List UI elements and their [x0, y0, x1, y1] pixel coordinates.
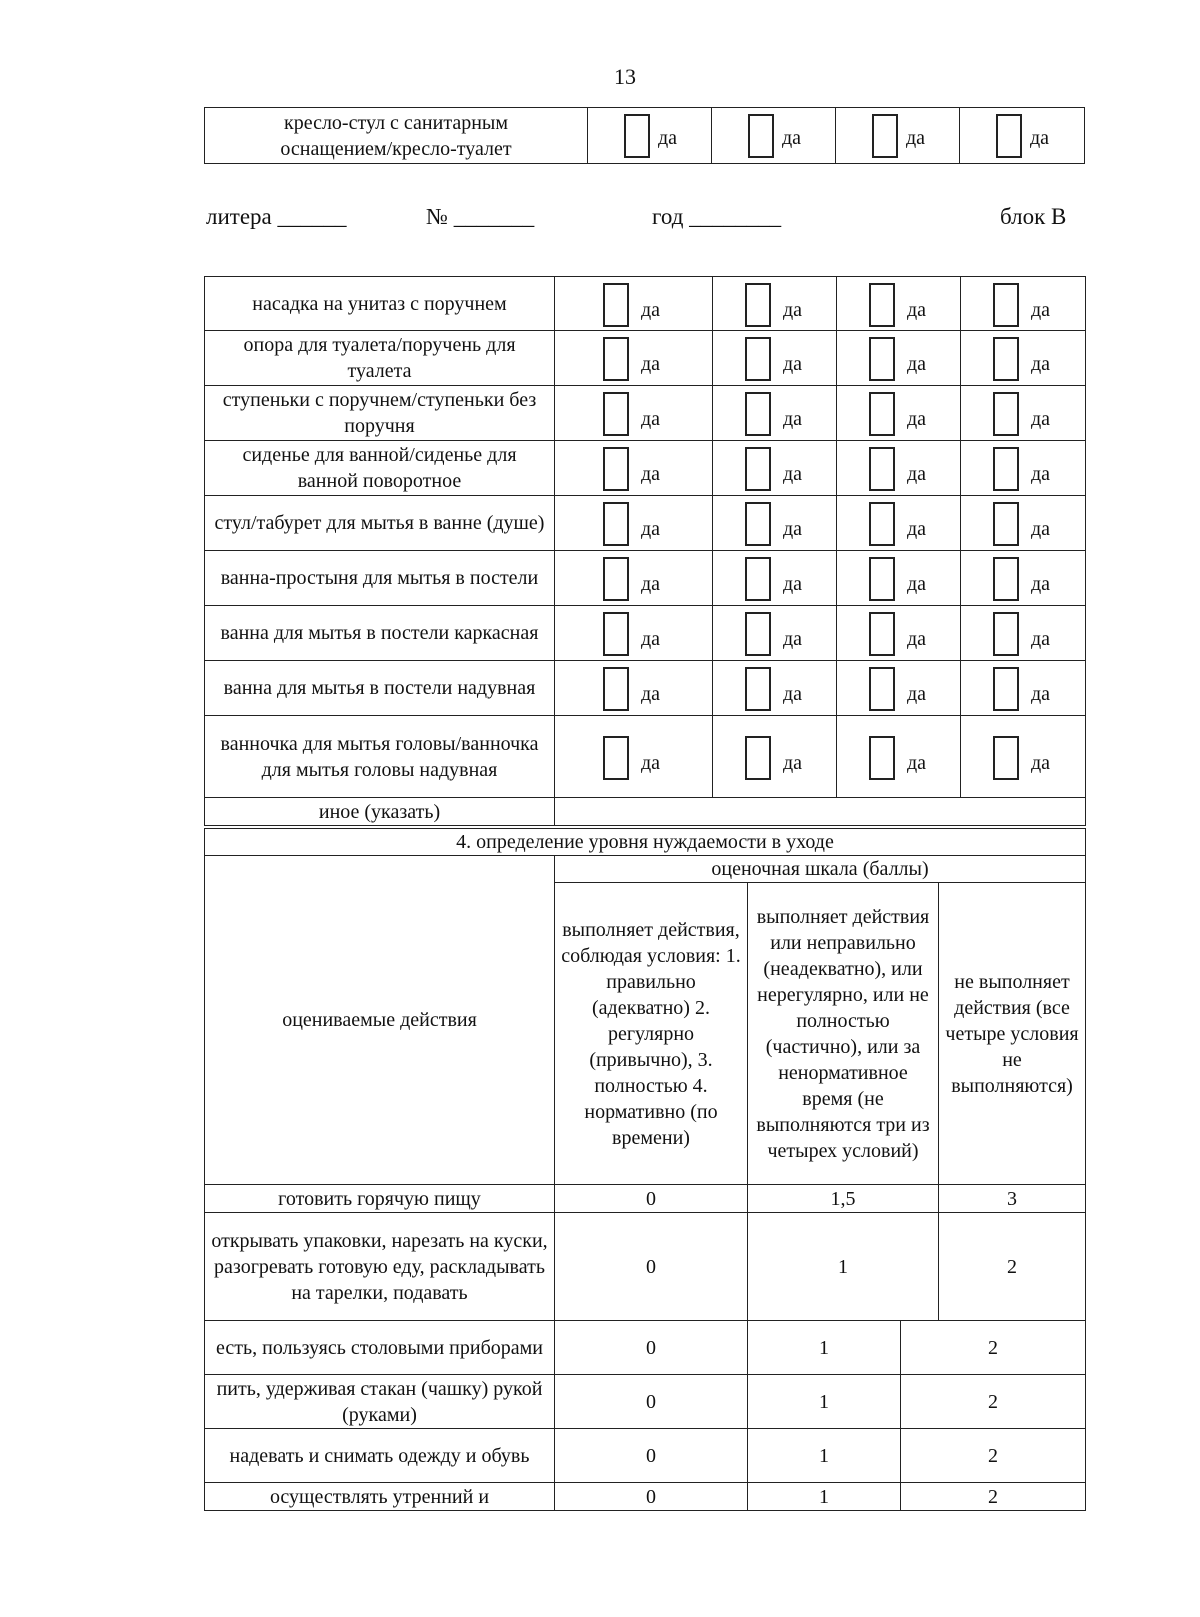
checkbox-icon[interactable]: [993, 392, 1019, 436]
checkbox-icon[interactable]: [869, 283, 895, 327]
checkbox-icon[interactable]: [869, 667, 895, 711]
score-partial: 1: [748, 1483, 901, 1511]
score-none: 2: [901, 1429, 1086, 1483]
checkbox-icon[interactable]: [996, 114, 1022, 158]
yes-label: да: [1031, 628, 1051, 650]
yes-checkbox-cell[interactable]: [961, 496, 1086, 551]
yes-checkbox-cell[interactable]: [713, 277, 837, 331]
table-row: [205, 1375, 1086, 1429]
yes-label: да: [783, 573, 803, 595]
checkbox-icon[interactable]: [603, 502, 629, 546]
score-none: 2: [901, 1483, 1086, 1511]
scale-header: оценочная шкала (баллы): [555, 856, 1086, 883]
yes-checkbox-cell[interactable]: [961, 606, 1086, 661]
yes-checkbox-cell[interactable]: [555, 716, 713, 798]
checkbox-icon[interactable]: [869, 612, 895, 656]
checkbox-icon[interactable]: [603, 736, 629, 780]
checkbox-icon[interactable]: [993, 667, 1019, 711]
aid-row: [205, 606, 1086, 661]
checkbox-icon[interactable]: [745, 283, 771, 327]
yes-checkbox-cell[interactable]: [555, 331, 713, 386]
aid-label: ванна-простыня для мытья в постели: [205, 551, 555, 606]
checkbox-icon[interactable]: [745, 612, 771, 656]
table-row: [205, 1321, 1086, 1375]
yes-checkbox-cell[interactable]: да: [712, 108, 836, 164]
aids-table: [204, 276, 1086, 826]
aid-label: ванночка для мытья головы/ванночка для мытья головы надувная: [205, 716, 555, 798]
yes-checkbox-cell[interactable]: да: [588, 108, 712, 164]
yes-label: да: [1031, 463, 1051, 485]
table-row: [205, 1185, 1086, 1213]
yes-label: да: [641, 683, 661, 705]
checkbox-icon[interactable]: [869, 337, 895, 381]
yes-checkbox-cell[interactable]: [713, 661, 837, 716]
checkbox-icon[interactable]: [869, 557, 895, 601]
aid-row: [205, 441, 1086, 496]
aid-row: [205, 277, 1086, 331]
yes-label: да: [641, 463, 661, 485]
yes-label: да: [641, 299, 661, 321]
yes-checkbox-cell[interactable]: [555, 441, 713, 496]
other-input[interactable]: [555, 798, 1086, 826]
action-label: готовить горячую пищу: [205, 1185, 555, 1213]
checkbox-icon[interactable]: [745, 667, 771, 711]
yes-checkbox-cell[interactable]: [555, 496, 713, 551]
yes-checkbox-cell[interactable]: да: [836, 108, 960, 164]
yes-checkbox-cell[interactable]: [961, 277, 1086, 331]
yes-checkbox-cell[interactable]: [555, 551, 713, 606]
checkbox-icon[interactable]: [869, 392, 895, 436]
yes-label: да: [1031, 752, 1051, 774]
assessment-table: [204, 828, 1086, 1511]
checkbox-icon[interactable]: [603, 447, 629, 491]
col-header-partial: выполняет действия или неправильно (неадекватно), или нерегулярно, или не полностью (частично), или за ненормативное время (не выполняются три из четырех условий): [748, 883, 939, 1185]
yes-label: да: [1031, 518, 1051, 540]
score-partial: 1: [748, 1213, 939, 1321]
action-label: осуществлять утренний и: [205, 1483, 555, 1511]
number-field[interactable]: № _______: [426, 204, 535, 229]
yes-label: да: [783, 408, 803, 430]
score-partial: 1: [748, 1429, 901, 1483]
top-aid-table: [204, 107, 1085, 164]
yes-label: да: [641, 573, 661, 595]
score-none: 3: [939, 1185, 1086, 1213]
yes-label: да: [783, 683, 803, 705]
yes-label: да: [907, 518, 927, 540]
checkbox-icon[interactable]: [993, 337, 1019, 381]
checkbox-icon[interactable]: [603, 337, 629, 381]
table-row: [205, 1213, 1086, 1321]
yes-checkbox-cell[interactable]: [961, 551, 1086, 606]
checkbox-icon[interactable]: [603, 612, 629, 656]
checkbox-icon[interactable]: [745, 392, 771, 436]
yes-checkbox-cell[interactable]: [713, 496, 837, 551]
aid-row: [205, 551, 1086, 606]
action-label: пить, удерживая стакан (чашку) рукой (руками): [205, 1375, 555, 1429]
score-full: 0: [555, 1429, 748, 1483]
action-label: есть, пользуясь столовыми приборами: [205, 1321, 555, 1375]
score-none: 2: [901, 1321, 1086, 1375]
yes-checkbox-cell[interactable]: да: [960, 108, 1085, 164]
yes-label: да: [907, 463, 927, 485]
yes-checkbox-cell[interactable]: [837, 386, 961, 441]
yes-label: да: [1031, 353, 1051, 375]
checkbox-icon[interactable]: [745, 447, 771, 491]
yes-label: да: [783, 299, 803, 321]
score-full: 0: [555, 1375, 748, 1429]
checkbox-icon[interactable]: [745, 736, 771, 780]
aid-label: ступеньки с поручнем/ступеньки без поручня: [205, 386, 555, 441]
yes-checkbox-cell[interactable]: [713, 551, 837, 606]
score-full: 0: [555, 1321, 748, 1375]
checkbox-icon[interactable]: [745, 337, 771, 381]
score-partial: 1: [748, 1375, 901, 1429]
aid-row: [205, 661, 1086, 716]
score-none: 2: [901, 1375, 1086, 1429]
yes-checkbox-cell[interactable]: [837, 716, 961, 798]
checkbox-icon[interactable]: [603, 283, 629, 327]
yes-label: да: [1031, 683, 1051, 705]
checkbox-icon[interactable]: [993, 557, 1019, 601]
aid-label: ванна для мытья в постели надувная: [205, 661, 555, 716]
aid-label: насадка на унитаз с поручнем: [205, 277, 555, 331]
aid-row: [205, 496, 1086, 551]
checkbox-icon[interactable]: [748, 114, 774, 158]
score-full: 0: [555, 1213, 748, 1321]
checkbox-icon[interactable]: [993, 612, 1019, 656]
yes-checkbox-cell[interactable]: [555, 606, 713, 661]
yes-label: да: [641, 408, 661, 430]
yes-label: да: [907, 752, 927, 774]
yes-label: да: [641, 353, 661, 375]
score-full: 0: [555, 1185, 748, 1213]
aid-row: [205, 716, 1086, 798]
yes-label: да: [783, 752, 803, 774]
yes-checkbox-cell[interactable]: [555, 386, 713, 441]
yes-checkbox-cell[interactable]: [555, 277, 713, 331]
yes-checkbox-cell[interactable]: [837, 661, 961, 716]
yes-checkbox-cell[interactable]: [837, 277, 961, 331]
page-number: 13: [614, 64, 636, 89]
actions-header: оцениваемые действия: [205, 856, 555, 1185]
col-header-full: выполняет действия, соблюдая условия: 1. правильно (адекватно) 2. регулярно (привычно), 3. полностью 4. нормативно (по времени): [555, 883, 748, 1185]
yes-checkbox-cell[interactable]: [961, 716, 1086, 798]
yes-checkbox-cell[interactable]: [555, 661, 713, 716]
checkbox-icon[interactable]: [603, 667, 629, 711]
yes-checkbox-cell[interactable]: [713, 606, 837, 661]
yes-label: да: [907, 353, 927, 375]
block-label: блок В: [1000, 204, 1067, 229]
checkbox-icon[interactable]: [603, 392, 629, 436]
other-row: [205, 798, 1086, 826]
table-row: [205, 1483, 1086, 1511]
aid-label: сиденье для ванной/сиденье для ванной поворотное: [205, 441, 555, 496]
year-field[interactable]: год ________: [652, 204, 782, 229]
yes-label: да: [783, 463, 803, 485]
checkbox-icon[interactable]: [869, 736, 895, 780]
yes-label: да: [641, 752, 661, 774]
yes-checkbox-cell[interactable]: [837, 331, 961, 386]
yes-label: да: [1031, 299, 1051, 321]
yes-label: да: [907, 628, 927, 650]
checkbox-icon[interactable]: [993, 447, 1019, 491]
yes-label: да: [1031, 408, 1051, 430]
action-label: открывать упаковки, нарезать на куски, разогревать готовую еду, раскладывать на тарелки, подавать: [205, 1213, 555, 1321]
aid-row: [205, 331, 1086, 386]
yes-checkbox-cell[interactable]: [961, 661, 1086, 716]
checkbox-icon[interactable]: [872, 114, 898, 158]
aid-label: ванна для мытья в постели каркасная: [205, 606, 555, 661]
checkbox-icon[interactable]: [869, 447, 895, 491]
checkbox-icon[interactable]: [993, 736, 1019, 780]
yes-checkbox-cell[interactable]: [837, 551, 961, 606]
yes-label: да: [1031, 573, 1051, 595]
aid-label: кресло-стул с санитарным оснащением/кресло-туалет: [205, 108, 588, 164]
yes-checkbox-cell[interactable]: [713, 386, 837, 441]
yes-checkbox-cell[interactable]: [961, 441, 1086, 496]
section-title: 4. определение уровня нуждаемости в уходе: [205, 829, 1086, 856]
yes-checkbox-cell[interactable]: [837, 606, 961, 661]
action-label: надевать и снимать одежду и обувь: [205, 1429, 555, 1483]
other-label: иное (указать): [205, 798, 555, 826]
col-header-none: не выполняет действия (все четыре условия не выполняются): [939, 883, 1086, 1185]
yes-label: да: [783, 628, 803, 650]
checkbox-icon[interactable]: [993, 283, 1019, 327]
checkbox-icon[interactable]: [869, 502, 895, 546]
yes-checkbox-cell[interactable]: [713, 716, 837, 798]
aid-label: опора для туалета/поручень для туалета: [205, 331, 555, 386]
yes-label: да: [907, 408, 927, 430]
yes-checkbox-cell[interactable]: [713, 331, 837, 386]
yes-checkbox-cell[interactable]: [713, 441, 837, 496]
yes-label: да: [907, 573, 927, 595]
checkbox-icon[interactable]: [745, 502, 771, 546]
score-partial: 1,5: [748, 1185, 939, 1213]
yes-checkbox-cell[interactable]: [837, 441, 961, 496]
aid-row: [205, 386, 1086, 441]
checkbox-icon[interactable]: [624, 114, 650, 158]
checkbox-icon[interactable]: [993, 502, 1019, 546]
litera-field[interactable]: литера ______: [206, 204, 347, 229]
checkbox-icon[interactable]: [603, 557, 629, 601]
yes-checkbox-cell[interactable]: [961, 386, 1086, 441]
checkbox-icon[interactable]: [745, 557, 771, 601]
score-none: 2: [939, 1213, 1086, 1321]
yes-label: да: [641, 628, 661, 650]
yes-label: да: [783, 353, 803, 375]
score-partial: 1: [748, 1321, 901, 1375]
yes-label: да: [641, 518, 661, 540]
yes-checkbox-cell[interactable]: [961, 331, 1086, 386]
yes-label: да: [907, 299, 927, 321]
yes-checkbox-cell[interactable]: [837, 496, 961, 551]
yes-label: да: [907, 683, 927, 705]
table-row: [205, 1429, 1086, 1483]
aid-label: стул/табурет для мытья в ванне (душе): [205, 496, 555, 551]
yes-label: да: [783, 518, 803, 540]
score-full: 0: [555, 1483, 748, 1511]
